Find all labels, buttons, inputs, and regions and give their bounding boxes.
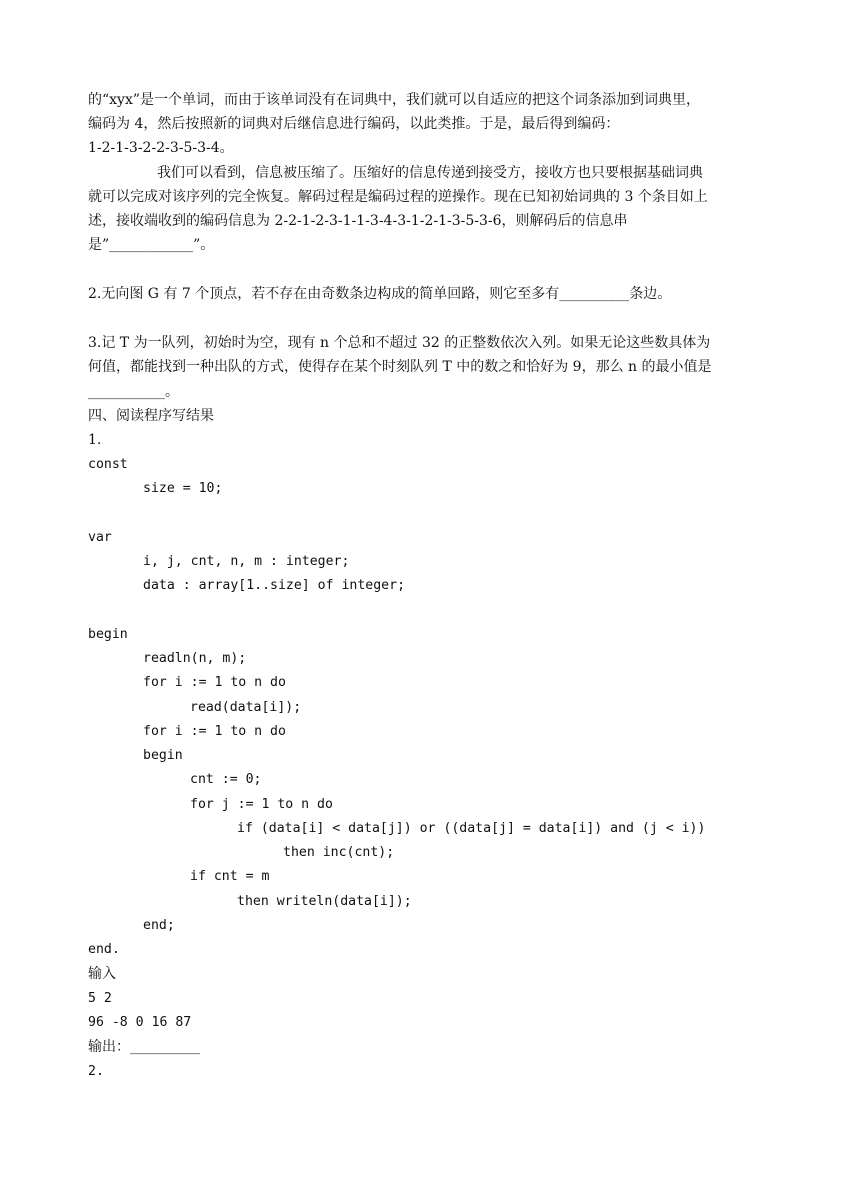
paragraph2-line3: 述，接收端收到的编码信息为 2-2-1-2-3-1-1-3-4-3-1-2-1-3-5-3-6，则解码后的信息串 xyxy=(88,213,628,229)
code-line: readln(n, m); xyxy=(143,651,247,666)
question-2: 2.无向图 G 有 7 个顶点，若不存在由奇数条边构成的简单回路，则它至多有__________条边。 xyxy=(88,286,672,302)
paragraph2-line2: 就可以完成对该序列的完全恢复。解码过程是编码过程的逆操作。现在已知初始词典的 3 个条目如上 xyxy=(88,189,708,205)
code-line: if (data[i] < data[j]) or ((data[j] = data[i]) and (j < i)) xyxy=(237,821,706,836)
program1-number: 1. xyxy=(88,432,102,448)
code-line: for i := 1 to n do xyxy=(143,724,286,739)
code-line: then writeln(data[i]); xyxy=(237,894,412,909)
code-line: for i := 1 to n do xyxy=(143,675,286,690)
code-line: for j := 1 to n do xyxy=(190,797,333,812)
paragraph1-line2: 编码为 4，然后按照新的词典对后继信息进行编码，以此类推。于是，最后得到编码： xyxy=(88,116,620,132)
code-line: const xyxy=(88,457,128,472)
paragraph1-line1: 的“xyx”是一个单词，而由于该单词没有在词典中，我们就可以自适应的把这个词条添加到词典里， xyxy=(88,92,701,108)
question3-line1: 3.记 T 为一队列，初始时为空，现有 n 个总和不超过 32 的正整数依次入列。如果无论这些数具体为 xyxy=(88,335,711,351)
code-line: cnt := 0; xyxy=(190,772,262,787)
input-label: 输入 xyxy=(88,966,116,982)
code-line: begin xyxy=(88,627,128,642)
question3-line3: ___________。 xyxy=(88,384,179,400)
code-line: end; xyxy=(143,918,175,933)
paragraph2-line4: 是”____________”。 xyxy=(88,237,215,253)
program2-number: 2. xyxy=(88,1064,104,1079)
code-line: begin xyxy=(143,748,183,763)
output-label: 输出：__________ xyxy=(88,1039,200,1055)
question3-line2: 何值，都能找到一种出队的方式，使得存在某个时刻队列 T 中的数之和恰好为 9，那么 n 的最小值是 xyxy=(88,359,712,375)
code-line: then inc(cnt); xyxy=(283,845,395,860)
code-line: var xyxy=(88,530,112,545)
input-line: 5 2 xyxy=(88,991,112,1006)
code-line: i, j, cnt, n, m : integer; xyxy=(143,554,350,569)
paragraph2-line1: 我们可以看到，信息被压缩了。压缩好的信息传递到接受方，接收方也只要根据基础词典 xyxy=(157,165,703,181)
paragraph1-line3: 1-2-1-3-2-2-3-5-3-4。 xyxy=(88,140,234,156)
section-heading: 四、阅读程序写结果 xyxy=(88,408,214,424)
code-line: if cnt = m xyxy=(190,869,270,884)
code-line: size = 10; xyxy=(143,481,223,496)
input-line: 96 -8 0 16 87 xyxy=(88,1015,192,1030)
code-line: end. xyxy=(88,942,120,957)
code-line: read(data[i]); xyxy=(190,700,302,715)
code-line: data : array[1..size] of integer; xyxy=(143,578,406,593)
